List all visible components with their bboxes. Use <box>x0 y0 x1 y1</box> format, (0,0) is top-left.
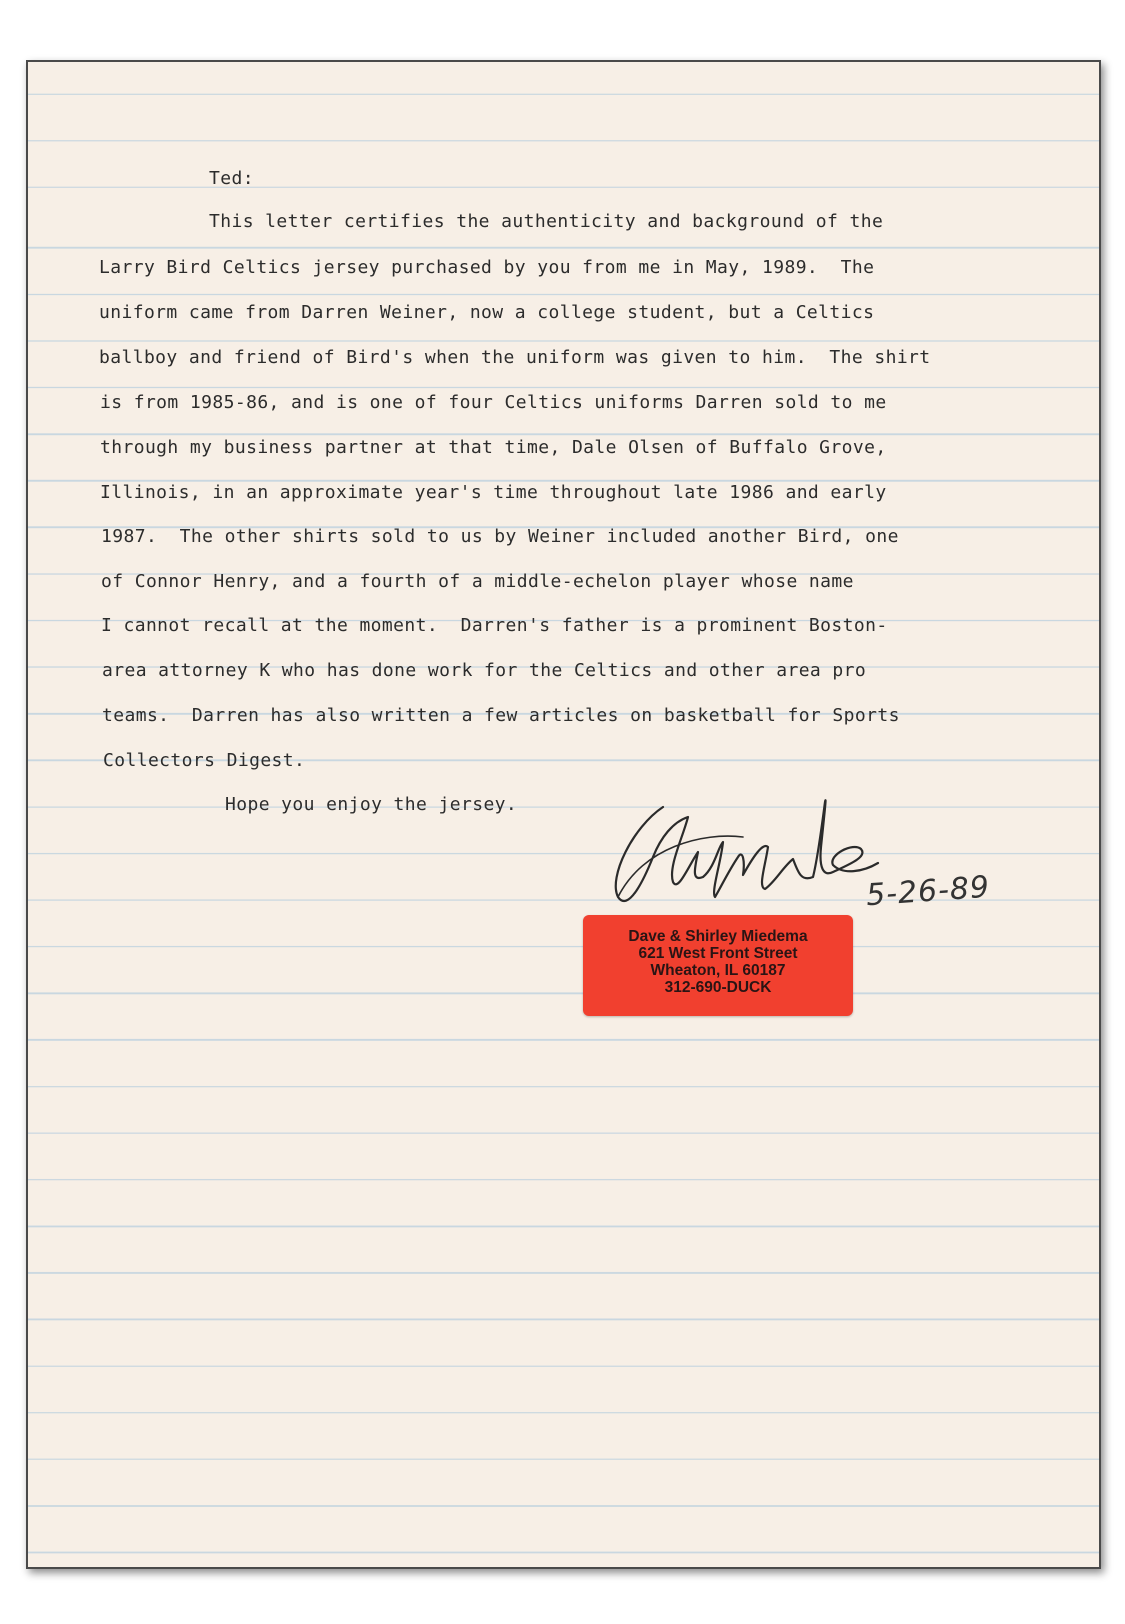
letter-line: I cannot recall at the moment. Darren's father is a prominent Boston- <box>101 615 888 636</box>
address-sticker <box>583 915 853 1016</box>
closing: Hope you enjoy the jersey. <box>225 794 518 815</box>
letter-line: ballboy and friend of Bird's when the uniform was given to him. The shirt <box>99 347 931 368</box>
letter-line: is from 1985-86, and is one of four Celtics uniforms Darren sold to me <box>100 392 887 413</box>
handwritten-date: 5-26-89 <box>864 869 992 914</box>
sticker-street: 621 West Front Street <box>638 945 798 962</box>
letter-line: through my business partner at that time, Dale Olsen of Buffalo Grove, <box>100 437 887 458</box>
letter-line: teams. Darren has also written a few articles on basketball for Sports <box>102 705 900 726</box>
letter-line: area attorney K who has done work for the Celtics and other area pro <box>102 660 867 681</box>
sticker-phone: 312-690-DUCK <box>664 979 772 996</box>
letter-line: of Connor Henry, and a fourth of a middle-echelon player whose name <box>101 571 854 592</box>
greeting: Ted: <box>209 168 254 189</box>
letter-line: Collectors Digest. <box>103 750 306 771</box>
sticker-name: Dave & Shirley Miedema <box>628 928 808 945</box>
letter-line: uniform came from Darren Weiner, now a college student, but a Celtics <box>99 302 875 323</box>
letter-line: 1987. The other shirts sold to us by Weiner included another Bird, one <box>101 526 899 547</box>
letter-line: Larry Bird Celtics jersey purchased by you from me in May, 1989. The <box>99 257 875 278</box>
letter-page <box>26 60 1101 1569</box>
letter-body <box>28 62 1099 1567</box>
sticker-city: Wheaton, IL 60187 <box>650 962 786 979</box>
letter-line: This letter certifies the authenticity and background of the <box>209 211 884 232</box>
letter-line: Illinois, in an approximate year's time throughout late 1986 and early <box>100 482 887 503</box>
